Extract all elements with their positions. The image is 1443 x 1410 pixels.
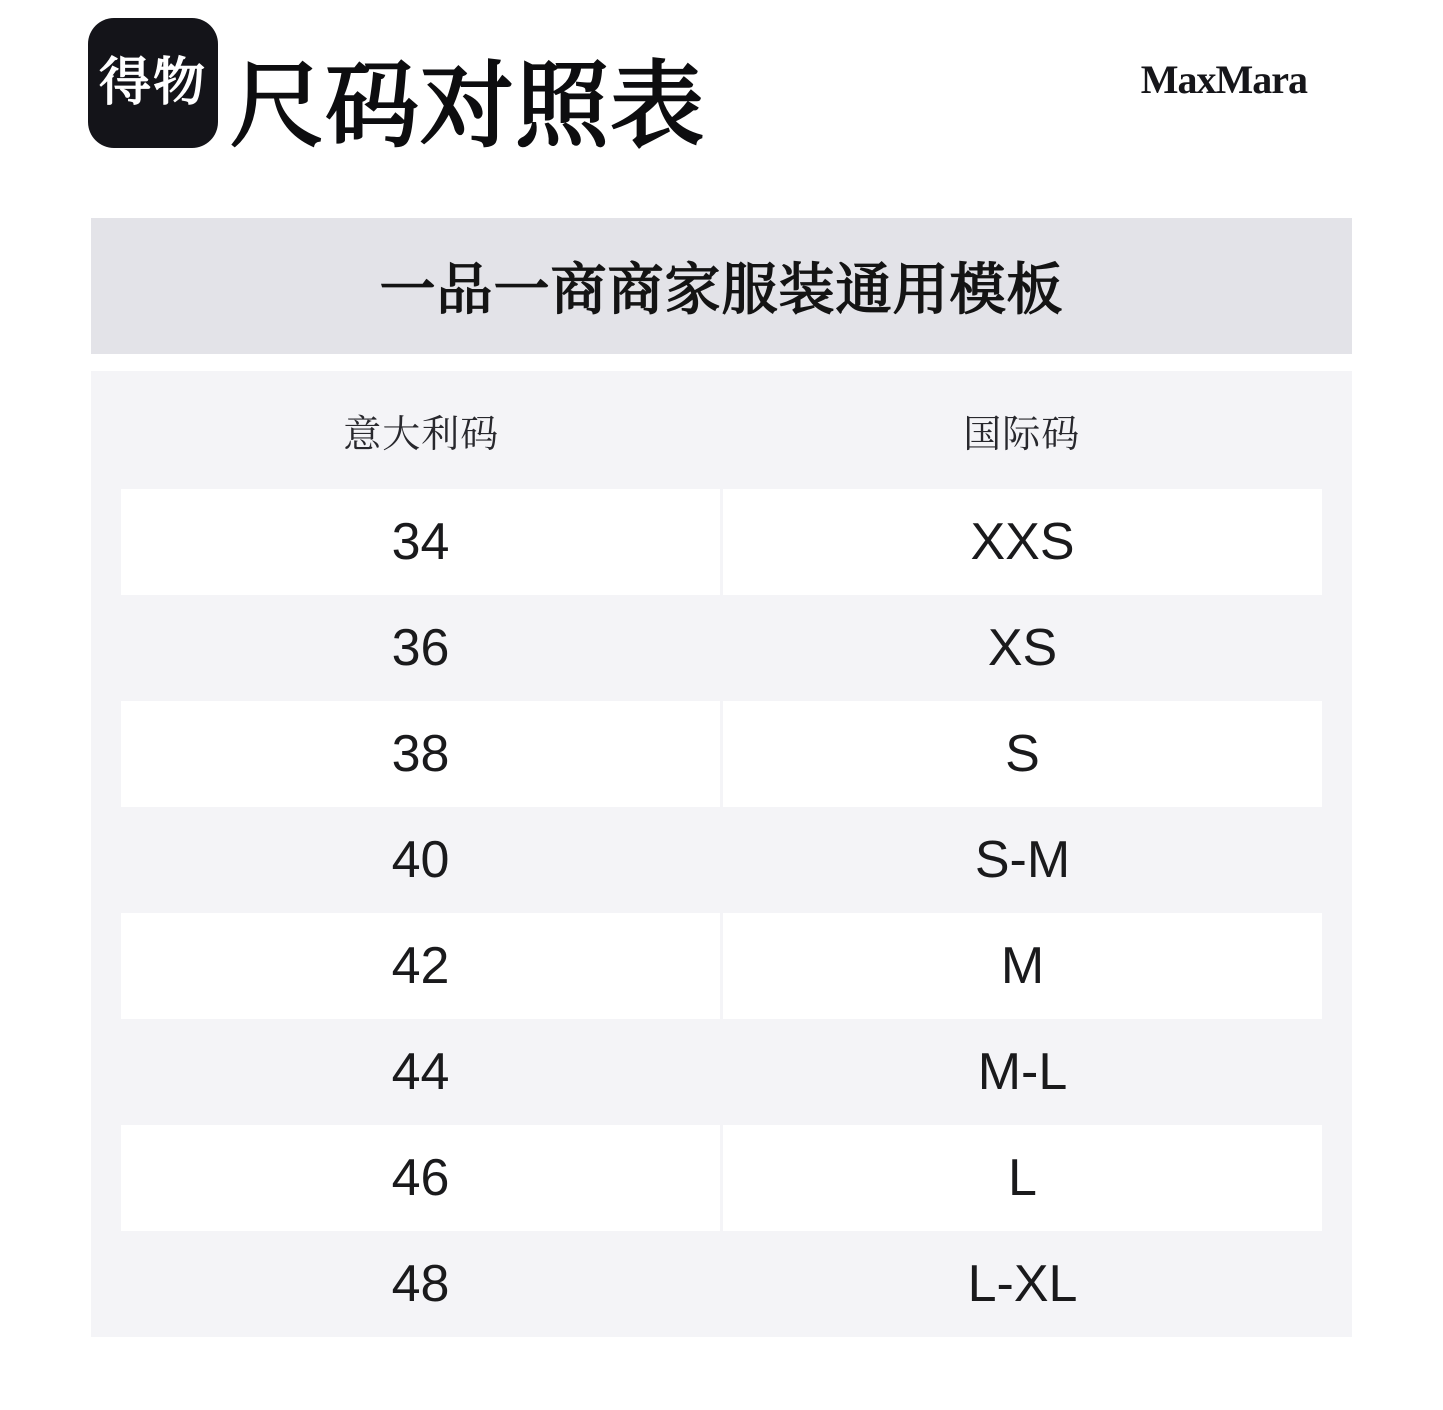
top-bar [0,0,1443,218]
cell-international: M-L [977,1043,1068,1101]
table-row [121,489,1322,595]
cell-international: S-M [974,831,1071,889]
brand-logo: MaxMara [1140,57,1307,102]
column-header-italian: 意大利码 [343,413,500,456]
cell-italian: 36 [391,619,450,677]
dewu-logo [88,18,218,148]
table-header-row [121,371,1322,489]
cell-international: L [723,1125,1322,1231]
page-title: 尺码对照表 [230,53,706,158]
cell-international: XXS [723,489,1322,595]
table-row [121,807,1322,913]
template-banner [91,218,1352,354]
table-row [121,1231,1322,1337]
size-table [91,371,1352,1337]
table-row [121,595,1322,701]
table-row [121,1019,1322,1125]
template-banner-title: 一品一商商家服装通用模板 [379,258,1064,321]
cell-italian: 34 [121,489,720,595]
cell-italian: 42 [121,913,720,1019]
cell-international: M [723,913,1322,1019]
dewu-logo-text: 得物 [98,54,207,112]
cell-international: L-XL [967,1255,1078,1313]
cell-international: S [723,701,1322,807]
cell-italian: 44 [391,1043,450,1101]
cell-italian: 48 [391,1255,450,1313]
cell-italian: 40 [391,831,450,889]
cell-international: XS [987,619,1058,677]
cell-italian: 38 [121,701,720,807]
cell-italian: 46 [121,1125,720,1231]
table-row [121,701,1322,807]
table-row [121,1125,1322,1231]
column-header-international: 国际码 [963,413,1081,456]
table-row [121,913,1322,1019]
